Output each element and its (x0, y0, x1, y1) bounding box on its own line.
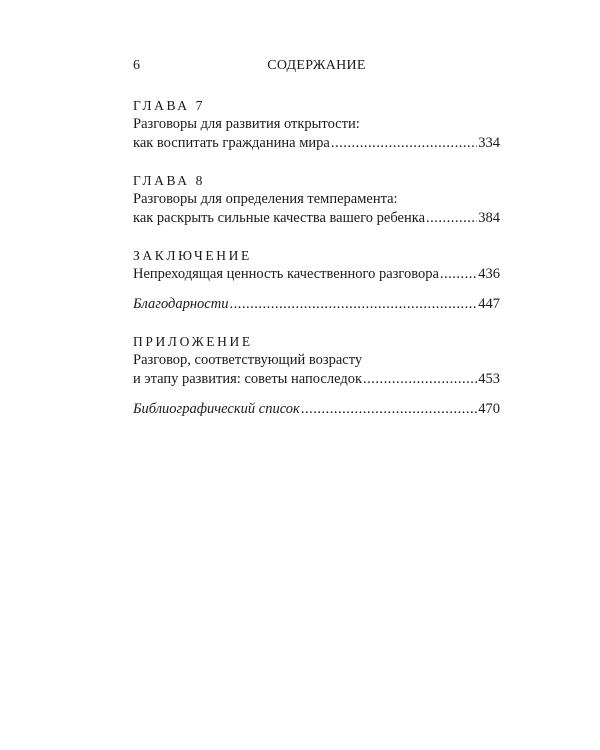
page-reference: 447 (478, 296, 500, 312)
toc-acknowledgements (133, 295, 500, 314)
toc-entry-row[interactable] (133, 400, 500, 419)
dot-leader (363, 370, 477, 389)
chapter-label: ПРИЛОЖЕНИЕ (133, 334, 253, 349)
dot-leader (426, 209, 477, 228)
table-of-contents (133, 96, 500, 437)
chapter-title-line: как воспитать гражданина мира (133, 135, 330, 151)
page-reference: 334 (478, 135, 500, 151)
page-reference: 470 (478, 401, 500, 417)
toc-chapter-7 (133, 96, 500, 153)
chapter-title-line: Непреходящая ценность качественного разговора (133, 266, 439, 282)
dot-leader (301, 400, 477, 419)
chapter-label: ЗАКЛЮЧЕНИЕ (133, 248, 252, 263)
chapter-title-line: Разговоры для развития открытости: (133, 116, 360, 132)
toc-chapter-8 (133, 171, 500, 228)
toc-appendix (133, 332, 500, 389)
section-title: Благодарности (133, 296, 229, 312)
toc-entry-row[interactable] (133, 265, 500, 284)
dot-leader (229, 295, 477, 314)
chapter-title-line: Разговоры для определения темперамента: (133, 191, 398, 207)
toc-entry-row[interactable] (133, 295, 500, 314)
chapter-title-line: и этапу развития: советы напоследок (133, 371, 362, 387)
page-reference: 384 (478, 210, 500, 226)
chapter-title-line: как раскрыть сильные качества вашего ребенка (133, 210, 426, 226)
chapter-label: ГЛАВА 8 (133, 173, 205, 188)
toc-entry-row[interactable] (133, 134, 500, 153)
toc-entry-row[interactable] (133, 370, 500, 389)
page-reference: 453 (478, 371, 500, 387)
chapter-label: ГЛАВА 7 (133, 98, 205, 113)
toc-entry-row[interactable] (133, 209, 500, 228)
dot-leader (440, 265, 477, 284)
chapter-title-line: Разговор, соответствующий возрасту (133, 352, 363, 368)
page-number: 6 (133, 58, 140, 73)
toc-bibliography (133, 400, 500, 419)
section-title: Библиографический список (133, 401, 300, 417)
page-title: СОДЕРЖАНИЕ (267, 58, 366, 73)
dot-leader (331, 134, 477, 153)
running-head (133, 58, 500, 78)
toc-conclusion (133, 246, 500, 284)
page-reference: 436 (478, 266, 500, 282)
